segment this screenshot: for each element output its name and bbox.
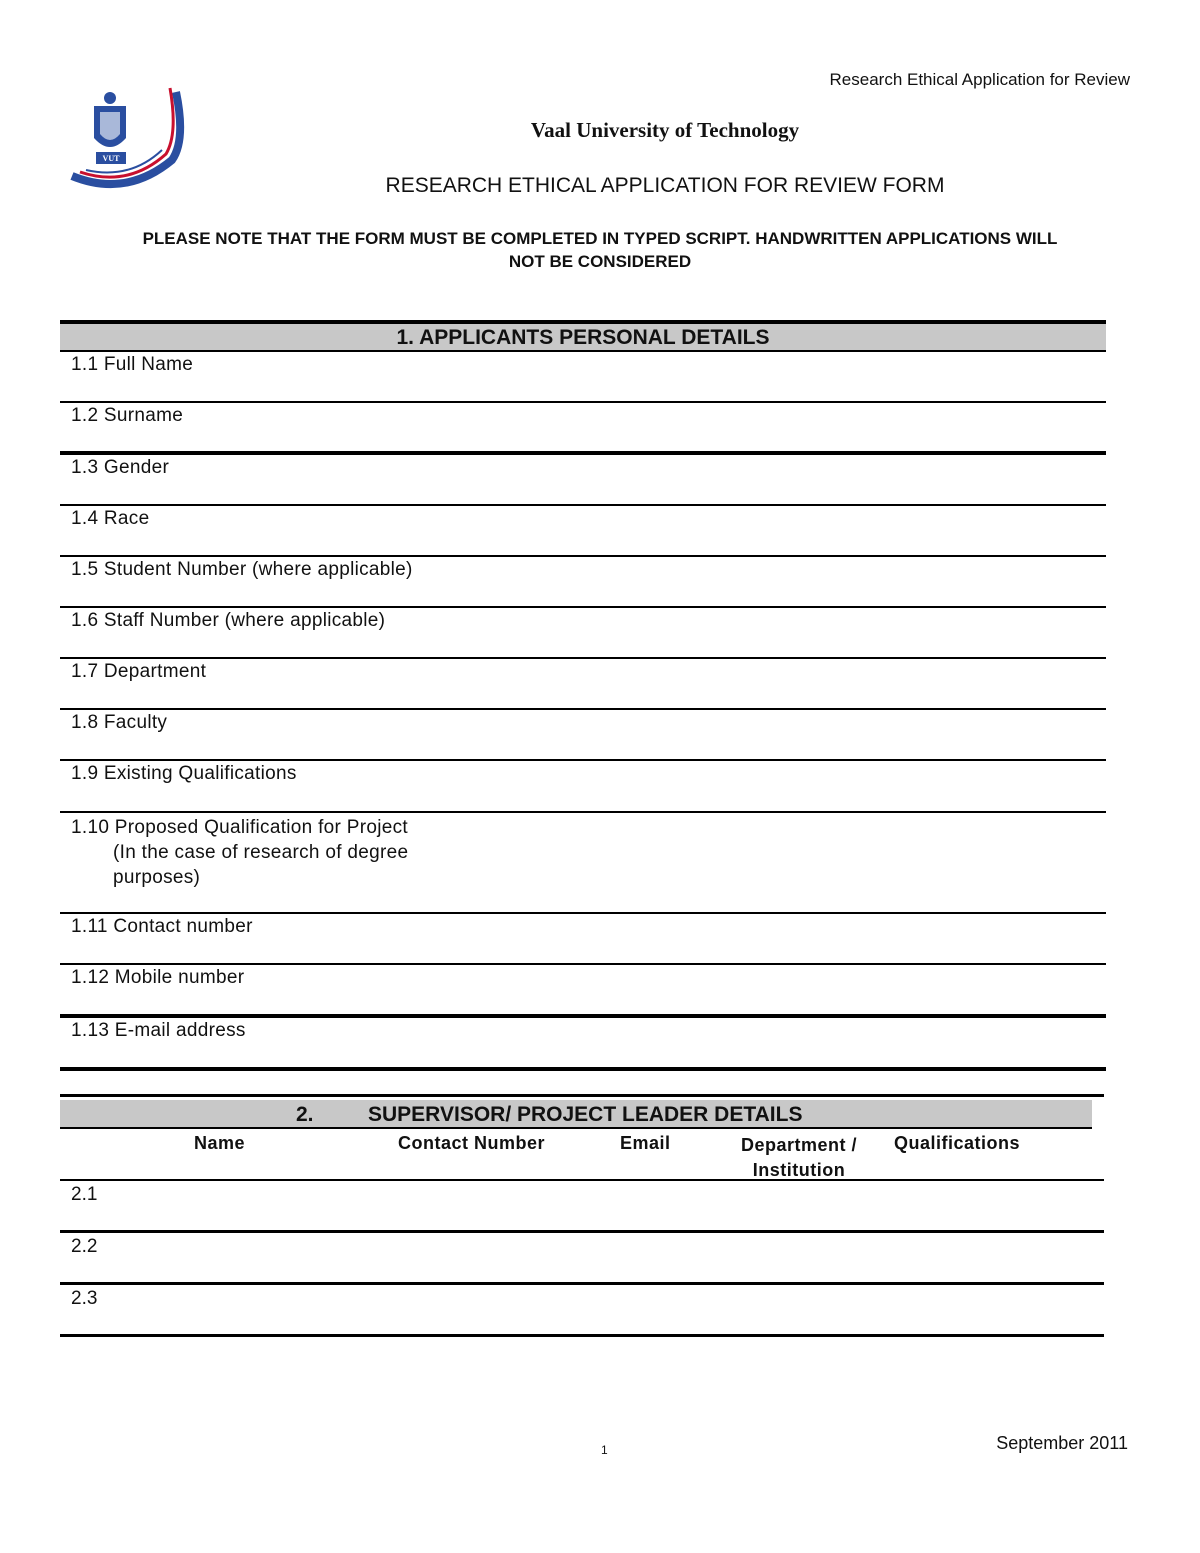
col-department-line-2: Institution	[752, 1160, 846, 1180]
field-existing-qualifications[interactable]	[60, 761, 1106, 813]
field-label: 1.8 Faculty	[71, 712, 168, 733]
field-mobile-number[interactable]	[60, 965, 1106, 1018]
field-gender[interactable]	[60, 455, 1106, 506]
field-label: 1.6 Staff Number (where applicable)	[71, 610, 386, 631]
section-1-heading: 1. APPLICANTS PERSONAL DETAILS	[60, 320, 1106, 352]
field-staff-number[interactable]	[60, 608, 1106, 659]
field-label: 1.5 Student Number (where applicable)	[71, 559, 413, 580]
field-label: 1.9 Existing Qualifications	[71, 763, 297, 784]
row-label: 2.1	[71, 1184, 98, 1205]
field-label: 1.2 Surname	[71, 405, 184, 426]
applicant-details-section	[60, 320, 1106, 1071]
col-name: Name	[194, 1133, 246, 1153]
col-department-line-1: Department /	[740, 1135, 858, 1155]
row-label: 2.2	[71, 1236, 98, 1257]
col-email: Email	[620, 1133, 671, 1153]
field-label: 1.4 Race	[71, 508, 150, 529]
field-proposed-qualification[interactable]	[60, 813, 1106, 914]
col-qualifications: Qualifications	[894, 1133, 1021, 1153]
field-full-name[interactable]	[60, 352, 1106, 403]
field-label: 1.3 Gender	[71, 457, 170, 478]
field-contact-number[interactable]	[60, 914, 1106, 965]
table-row[interactable]	[60, 1233, 1104, 1285]
university-name: Vaal University of Technology	[530, 118, 800, 142]
field-race[interactable]	[60, 506, 1106, 557]
field-student-number[interactable]	[60, 557, 1106, 608]
section-2-number: 2.	[296, 1103, 314, 1126]
svg-text:VUT: VUT	[102, 154, 120, 163]
table-row[interactable]	[60, 1285, 1104, 1337]
col-contact-number: Contact Number	[398, 1133, 546, 1153]
field-label: 1.7 Department	[71, 661, 207, 682]
notice-line-1: PLEASE NOTE THAT THE FORM MUST BE COMPLETED IN TYPED SCRIPT. HANDWRITTEN APPLICATIONS WILL	[142, 229, 1058, 248]
field-surname[interactable]	[60, 403, 1106, 455]
field-faculty[interactable]	[60, 710, 1106, 761]
table-row[interactable]	[60, 1181, 1104, 1233]
supervisor-details-section	[60, 1094, 1104, 1337]
field-sublabel-2: purposes)	[113, 867, 201, 888]
running-header: Research Ethical Application for Review	[829, 70, 1130, 89]
notice-line-2: NOT BE CONSIDERED	[508, 252, 692, 271]
footer-date: September 2011	[996, 1433, 1128, 1453]
section-2-heading	[60, 1100, 1092, 1129]
notice	[60, 227, 1140, 273]
field-label: 1.11 Contact number	[71, 916, 253, 937]
field-email-address[interactable]	[60, 1018, 1106, 1071]
table-header	[60, 1129, 1104, 1181]
field-label: 1.12 Mobile number	[71, 967, 245, 988]
col-department	[734, 1133, 864, 1183]
field-label: 1.13 E-mail address	[71, 1020, 246, 1041]
field-label: 1.10 Proposed Qualification for Project	[71, 817, 408, 838]
form-title: RESEARCH ETHICAL APPLICATION FOR REVIEW FORM	[385, 174, 945, 197]
row-label: 2.3	[71, 1288, 98, 1309]
field-sublabel-1: (In the case of research of degree	[113, 842, 409, 863]
field-label: 1.1 Full Name	[71, 354, 194, 375]
page-number: 1	[601, 1443, 608, 1457]
section-2-title: SUPERVISOR/ PROJECT LEADER DETAILS	[368, 1103, 803, 1126]
field-department[interactable]	[60, 659, 1106, 710]
